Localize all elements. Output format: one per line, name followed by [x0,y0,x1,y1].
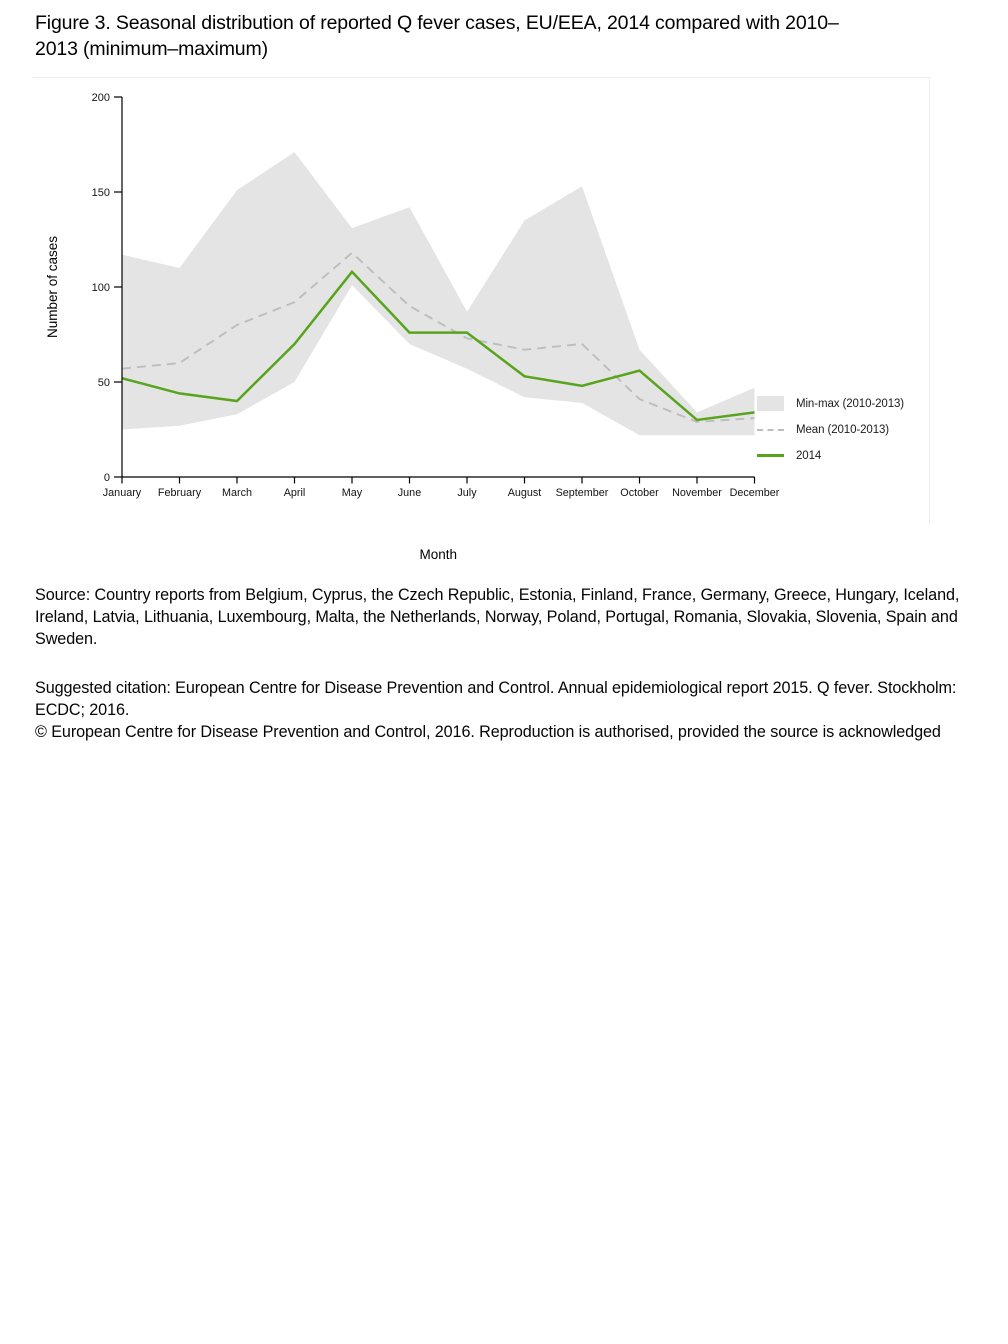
copyright-text: © European Centre for Disease Prevention and Control, 2016. Reproduction is authorised, provided the source is acknowledged [35,723,941,742]
source-text: Source: Country reports from Belgium, Cyprus, the Czech Republic, Estonia, Finland, France, Germany, Greece, Hungary, Iceland, Ireland, Latvia, Lithuania, Luxembourg, Malta, the Netherlands, Norway, Poland, Portugal, Romania, Slovakia, Slovenia, Spain and Sweden. [35,586,960,649]
x-tick-label: December [729,487,780,499]
minmax-band-area [122,152,755,435]
legend-label-2014: 2014 [796,449,822,462]
legend-item-2014 [757,447,904,464]
x-tick-label: October [620,487,659,499]
x-axis-title: Month [419,547,458,562]
x-tick-label: April [283,487,306,499]
seasonal-distribution-chart [0,78,1008,568]
line-2014-swatch [757,454,784,457]
legend-item-minmax [757,395,904,412]
chart-legend [757,395,904,464]
figure-title: Figure 3. Seasonal distribution of reported Q fever cases, EU/EEA, 2014 compared with 2010–2013 (minimum–maximum) [35,12,839,60]
citation-text: Suggested citation: European Centre for Disease Prevention and Control. Annual epidemiological report 2015. Q fever. Stockholm: ECDC; 2016. [35,679,957,720]
legend-label-mean: Mean (2010-2013) [796,423,890,436]
x-tick-label: March [222,487,252,499]
legend-label-minmax: Min-max (2010-2013) [796,397,905,410]
y-axis-title: Number of cases [45,235,60,339]
mean-dashed-line-swatch [757,429,784,431]
y-tick-label: 100 [91,281,110,294]
legend-item-mean [757,421,904,438]
x-tick-label: September [555,487,609,499]
figure-footer [35,584,983,743]
x-tick-label: May [341,487,363,499]
x-tick-label: January [102,487,142,499]
x-tick-label: July [457,487,477,499]
y-tick-label: 150 [91,186,110,199]
x-tick-label: August [507,487,542,499]
minmax-band-swatch [757,396,784,411]
x-tick-label: June [397,487,422,499]
x-tick-label: November [672,487,722,499]
x-tick-label: February [157,487,202,499]
y-tick-label: 50 [97,376,110,389]
y-tick-label: 200 [91,91,110,104]
y-tick-label: 0 [103,471,110,484]
